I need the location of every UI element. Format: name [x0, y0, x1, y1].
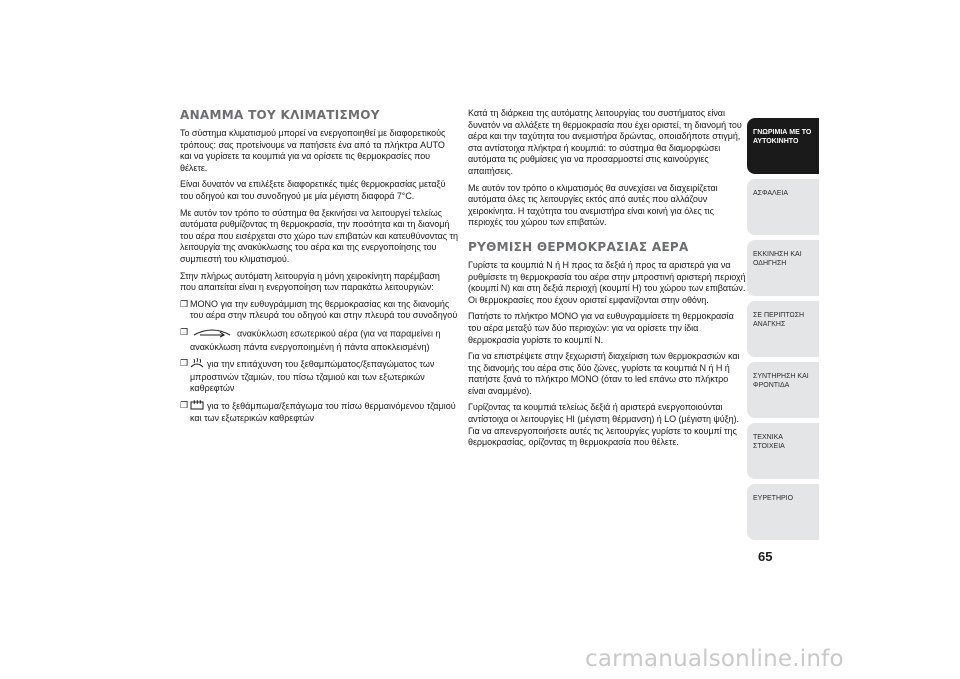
- tab-label: ΣΕ ΠΕΡΙΠΤΩΣΗ ΑΝΑΓΚΗΣ: [753, 312, 805, 328]
- checkbox-bullet: ❐: [180, 298, 189, 309]
- tab-maintenance[interactable]: [747, 362, 819, 418]
- checkbox-bullet: ❐: [180, 399, 189, 410]
- recirculation-icon: [190, 327, 234, 342]
- watermark: carmanualsonline.info: [585, 646, 844, 672]
- tab-emergency[interactable]: [747, 301, 819, 357]
- checkbox-bullet: ❐: [180, 326, 189, 337]
- paragraph: Κατά τη διάρκεια της αυτόματης λειτουργίας του συστήματος είναι δυνατόν να αλλάξετε τη θερμοκρασία που έχει οριστεί, τη διανομή του αέρα και την ταχύτητα του ανεμιστήρα δρώντας, οποιαδήποτε στιγμή, στα αντίστοιχα πλήκτρα ή κουμπιά: το σύστημα θα διαμορφώσει αυτόματα τις ρυθμίσεις για να προσαρμοστεί στις καινούργιες απαιτήσεις.: [468, 108, 742, 176]
- list-item-text: για το ξεθάμπωμα/ξεπάγωμα του πίσω θερμαινόμενου τζαμιού και των εξωτερικών καθρεφτών: [190, 401, 456, 424]
- tab-label: ΓΝΩΡΙΜΙΑ ΜΕ ΤΟ ΑΥΤΟΚΙΝΗΤΟ: [753, 129, 812, 145]
- list-item-text: για την επιτάχυνση του ξεθαμπώματος/ξεπαγώματος των μπροστινών τζαμιών, του πίσω τζαμιού και των εξωτερικών καθρεφτών: [190, 359, 435, 394]
- paragraph: Γυρίστε τα κουμπιά N ή H προς τα δεξιά ή προς τα αριστερά για να ρυθμίσετε τη θερμοκρασία του αέρα στην μπροστινή αριστερή περιοχή (κουμπί N) και στη δεξιά περιοχή (κουμπί H) του χώρου των επιβατών. Οι θερμοκρασίες που έχουν οριστεί εμφανίζονται στην οθόνη.: [468, 259, 746, 305]
- paragraph: Γυρίζοντας τα κουμπιά τελείως δεξιά ή αριστερά ενεργοποιούνται αντίστοιχα οι λειτουργίες HI (μέγιστη θέρμανση) ή LO (μέγιστη ψύξη). Για να απενεργοποιήσετε αυτές τις λειτουργίες γυρίστε το κουμπί της θερμοκρασίας, ορίζοντας τη θερμοκρασία που θέλετε.: [468, 402, 739, 448]
- paragraph: Με αυτόν τον τρόπο ο κλιματισμός θα συνεχίσει να διαχειρίζεται αυτόματα όλες τις λειτουργίες εκτός από αυτές που αλλάζουν χειροκίνητα. Η ταχύτητα του ανεμιστήρα είναι κοινή για όλες τις περιοχές του χώρου των επιβατών.: [468, 182, 718, 228]
- tab-getting-to-know-car[interactable]: [747, 118, 819, 174]
- windshield-defrost-icon: [190, 358, 204, 372]
- tab-label: ΣΥΝΤΗΡΗΣΗ ΚΑΙ ΦΡΟΝΤΙΔΑ: [753, 373, 809, 389]
- section-heading-climate-on: ΑΝΑΜΜΑ ΤΟΥ ΚΛΙΜΑΤΙΣΜΟΥ: [180, 108, 380, 122]
- list-item: [180, 299, 458, 322]
- paragraph: Στην πλήρως αυτόματη λειτουργία η μόνη χειροκίνητη παρέμβαση που απαιτείται είναι η ενεργοποίηση των παρακάτω λειτουργιών:: [180, 270, 440, 293]
- list-item-text: MONO για την ευθυγράμμιση της θερμοκρασίας και της διανομής του αέρα στην πλευρά του οδηγού και στην πλευρά του συνοδηγού: [190, 298, 458, 321]
- paragraph: Με αυτόν τον τρόπο το σύστημα θα ξεκινήσει να λειτουργεί τελείως αυτόματα ρυθμίζοντας τη θερμοκρασία, την ποσότητα και τη διανομή του αέρα που εισέρχεται στο χώρο των επιβατών και κατευθύνοντας τη λειτουργία της ανακύκλωσης του αέρα και της ενεργοποίησης του συμπιεστή του κλιματισμού.: [180, 207, 458, 264]
- list-item: [180, 327, 458, 353]
- tab-label: ΕΥΡΕΤΗΡΙΟ: [753, 495, 794, 502]
- tab-index[interactable]: [747, 484, 819, 540]
- list-item-text: ανακύκλωση εσωτερικού αέρα (για να παραμείνει η ανακύκλωση πάντα ενεργοποιημένη ή πάντα αποκλεισμένη): [190, 328, 441, 352]
- section-heading-temperature: ΡΥΘΜΙΣΗ ΘΕΡΜΟΚΡΑΣΙΑΣ ΑΕΡΑ: [468, 239, 689, 254]
- tab-label: ΕΚΚΙΝΗΣΗ ΚΑΙ ΟΔΗΓΗΣΗ: [753, 251, 802, 267]
- tab-starting-driving[interactable]: [747, 240, 819, 296]
- paragraph: Για να επιστρέψετε στην ξεχωριστή διαχείριση των θερμοκρασιών και της διανομής του αέρα στις δύο ζώνες, γυρίστε τα κουμπιά N ή H ή πατήστε ξανά το πλήκτρο MONO (όταν το led επάνω στο πλήκτρο είναι αναμμένο).: [468, 351, 740, 396]
- right-column: [468, 108, 746, 454]
- tab-safety[interactable]: [747, 179, 819, 235]
- rear-window-defrost-icon: [190, 400, 204, 414]
- paragraph: Είναι δυνατόν να επιλέξετε διαφορετικές τιμές θερμοκρασίας μεταξύ του οδηγού και του συνοδηγού με μία μέγιστη διαφορά 7°C.: [180, 179, 446, 201]
- chapter-tabs: [747, 118, 819, 545]
- paragraph: Πατήστε το πλήκτρο MONO για να ευθυγραμμίσετε τη θερμοκρασία του αέρα μεταξύ των δύο περιοχών: για να ορίσετε την ίδια θερμοκρασία γυρίστε το κουμπί N.: [468, 311, 734, 345]
- checkbox-bullet: ❐: [180, 358, 189, 369]
- tab-label: ΑΣΦΑΛΕΙΑ: [753, 190, 789, 197]
- page-number: 65: [758, 549, 773, 564]
- list-item: [180, 358, 458, 395]
- left-column: [180, 108, 458, 430]
- tab-technical-data[interactable]: [747, 423, 819, 479]
- paragraph: Το σύστημα κλιματισμού μπορεί να ενεργοποιηθεί με διαφορετικούς τρόπους: σας προτείνουμε να πατήσετε ένα από τα πλήκτρα AUTO και να γυρίσετε τα κουμπιά για να ορίσετε τις θερμοκρασίες που θέλετε.: [180, 128, 446, 173]
- tab-label: ΤΕΧΝΙΚΑ ΣΤΟΙΧΕΙΑ: [753, 434, 785, 450]
- list-item: [180, 400, 458, 425]
